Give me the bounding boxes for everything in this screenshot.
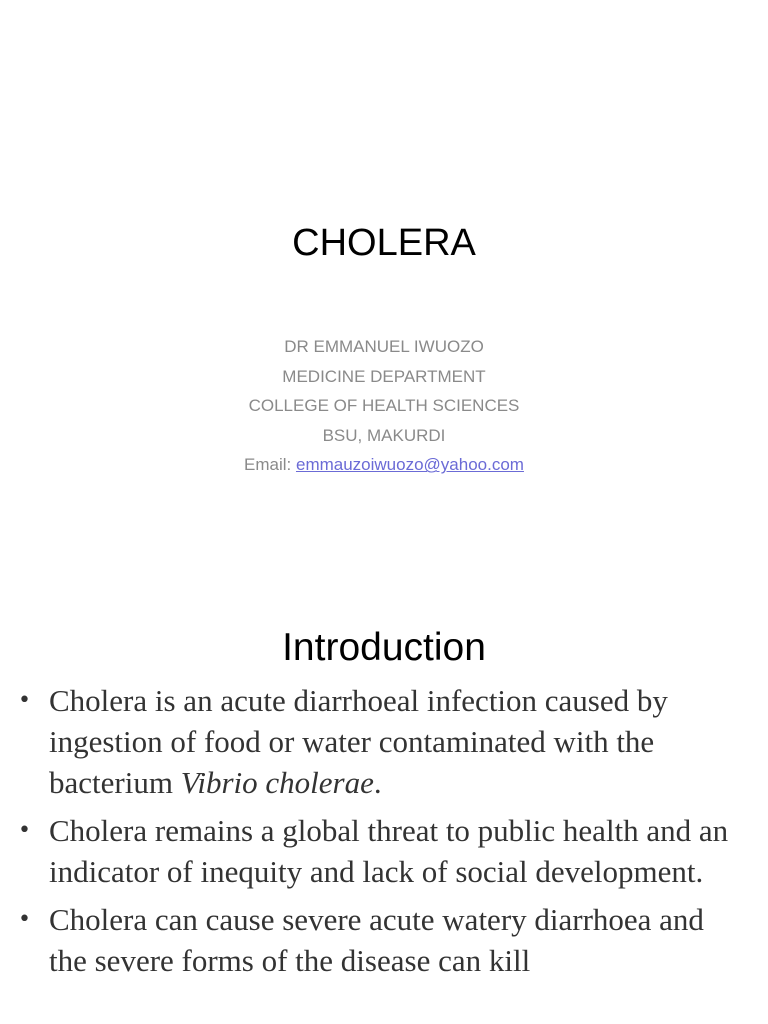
email-line <box>0 450 768 480</box>
bullet-text: Cholera can cause severe acute watery diarrhoea and the severe forms of the disease can kill <box>49 902 704 978</box>
bullet-list <box>16 680 746 988</box>
department-name: MEDICINE DEPARTMENT <box>282 366 486 386</box>
institution-name: BSU, MAKURDI <box>322 425 446 445</box>
list-item <box>16 899 746 981</box>
email-link[interactable]: emmauzoiwuozo@yahoo.com <box>295 455 524 475</box>
slide-subtitle <box>0 332 768 480</box>
college-name: COLLEGE OF HEALTH SCIENCES <box>248 396 520 416</box>
list-item <box>16 810 746 892</box>
author-name: DR EMMANUEL IWUOZO <box>284 337 484 356</box>
slide-title: CHOLERA <box>292 222 476 264</box>
list-item <box>16 680 746 803</box>
introduction-slide <box>0 576 768 1024</box>
bullet-text: Cholera is an acute diarrhoeal infection caused by ingestion of food or water contaminated with the bacterium <box>49 683 668 800</box>
bullet-icon: • <box>18 688 31 713</box>
bullet-italic-text: Vibrio cholerae <box>180 765 374 800</box>
bullet-icon: • <box>18 907 31 932</box>
bullet-text-end: . <box>373 765 382 800</box>
introduction-title: Introduction <box>282 626 486 669</box>
email-label: Email: <box>244 455 296 475</box>
bullet-icon: • <box>18 818 31 843</box>
bullet-text: Cholera remains a global threat to public health and an indicator of inequity and lack of social development. <box>49 813 729 889</box>
